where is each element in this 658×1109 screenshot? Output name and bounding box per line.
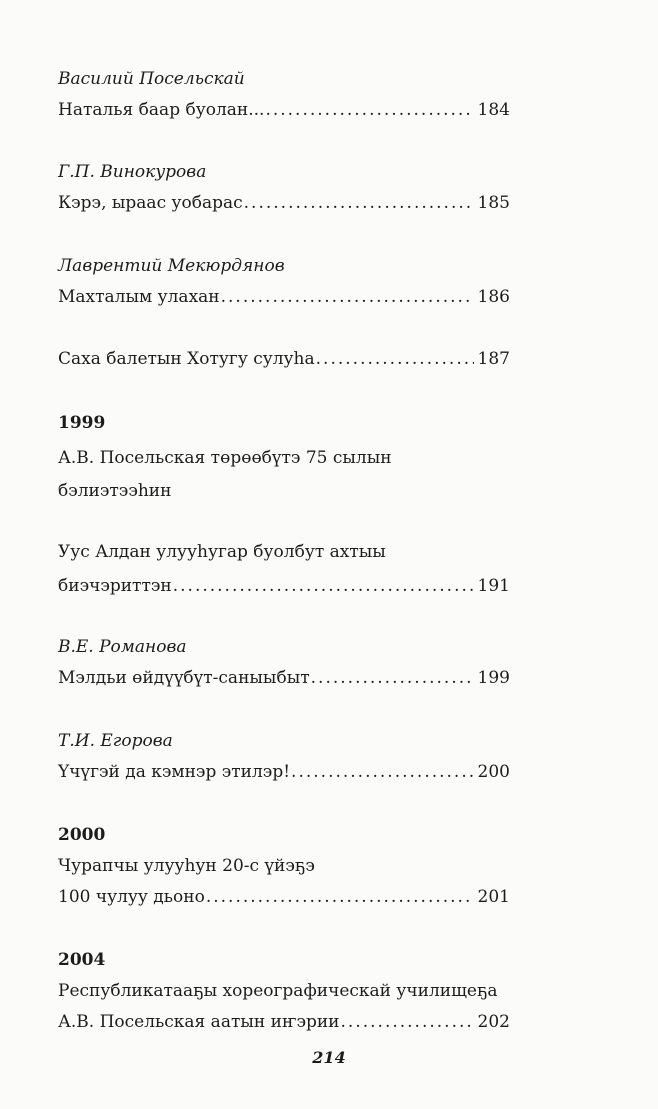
toc-entry-page: 200	[477, 762, 510, 782]
dot-leader	[291, 761, 474, 783]
dot-leader	[265, 99, 473, 121]
toc-entry[interactable]	[58, 192, 510, 214]
dot-leader	[316, 348, 474, 370]
toc-entry-page: 191	[477, 576, 510, 596]
dot-leader	[244, 192, 474, 214]
toc-author: Г.П. Винокурова	[58, 162, 207, 182]
toc-entry-title: Саха балетын Хотугу сулуһа	[58, 349, 315, 369]
toc-entry-title: А.В. Посельская аатын иҥэрии	[58, 1012, 340, 1032]
toc-author: Т.И. Егорова	[58, 731, 173, 751]
toc-entry-title: 100 чулуу дьоно	[58, 887, 205, 907]
page-number: 214	[312, 1048, 346, 1067]
toc-entry-title: биэчэриттэн	[58, 576, 172, 596]
toc-entry-title: Наталья баар буолан...	[58, 100, 265, 120]
toc-entry[interactable]	[58, 667, 510, 689]
toc-entry[interactable]	[58, 99, 510, 121]
toc-entry[interactable]	[58, 286, 510, 308]
toc-year-heading: 2000	[58, 825, 106, 845]
toc-entry-title: Махталым улахан	[58, 287, 220, 307]
dot-leader	[206, 886, 474, 908]
toc-entry[interactable]	[58, 348, 510, 370]
toc-entry-title: Мэлдьи өйдүүбүт-саныыбыт	[58, 668, 310, 688]
toc-entry-title: Кэрэ, ыраас уобарас	[58, 193, 243, 213]
toc-entry-title-line[interactable]: бэлиэтээһин	[58, 481, 172, 501]
toc-year-heading: 2004	[58, 950, 106, 970]
toc-entry-title-line[interactable]: Республикатааҕы хореографическай училищеҕа	[58, 981, 498, 1001]
dot-leader	[341, 1011, 474, 1033]
toc-entry-title-line[interactable]: Уус Алдан улууһугар буолбут ахтыы	[58, 542, 386, 562]
toc-entry[interactable]	[58, 886, 510, 908]
toc-entry-title-line[interactable]: Чурапчы улууһун 20-с үйэҕэ	[58, 856, 315, 876]
toc-entry-page: 184	[477, 100, 510, 120]
toc-entry[interactable]	[58, 761, 510, 783]
toc-entry-page: 199	[477, 668, 510, 688]
toc-entry-title: Үчүгэй да кэмнэр этилэр!	[58, 762, 291, 782]
toc-entry[interactable]	[58, 575, 510, 597]
toc-author: В.Е. Романова	[58, 637, 187, 657]
dot-leader	[221, 286, 474, 308]
dot-leader	[173, 575, 474, 597]
toc-entry-page: 187	[477, 349, 510, 369]
dot-leader	[311, 667, 474, 689]
toc-entry-page: 186	[477, 287, 510, 307]
toc-entry[interactable]	[58, 1011, 510, 1033]
toc-author: Лаврентий Мекюрдянов	[58, 256, 285, 276]
toc-entry-page: 185	[477, 193, 510, 213]
toc-year-heading: 1999	[58, 413, 106, 433]
toc-entry-page: 201	[477, 887, 510, 907]
toc-entry-page: 202	[477, 1012, 510, 1032]
toc-entry-title-line[interactable]: А.В. Посельская төрөөбүтэ 75 сылын	[58, 448, 392, 468]
toc-author: Василий Посельскай	[58, 69, 245, 89]
